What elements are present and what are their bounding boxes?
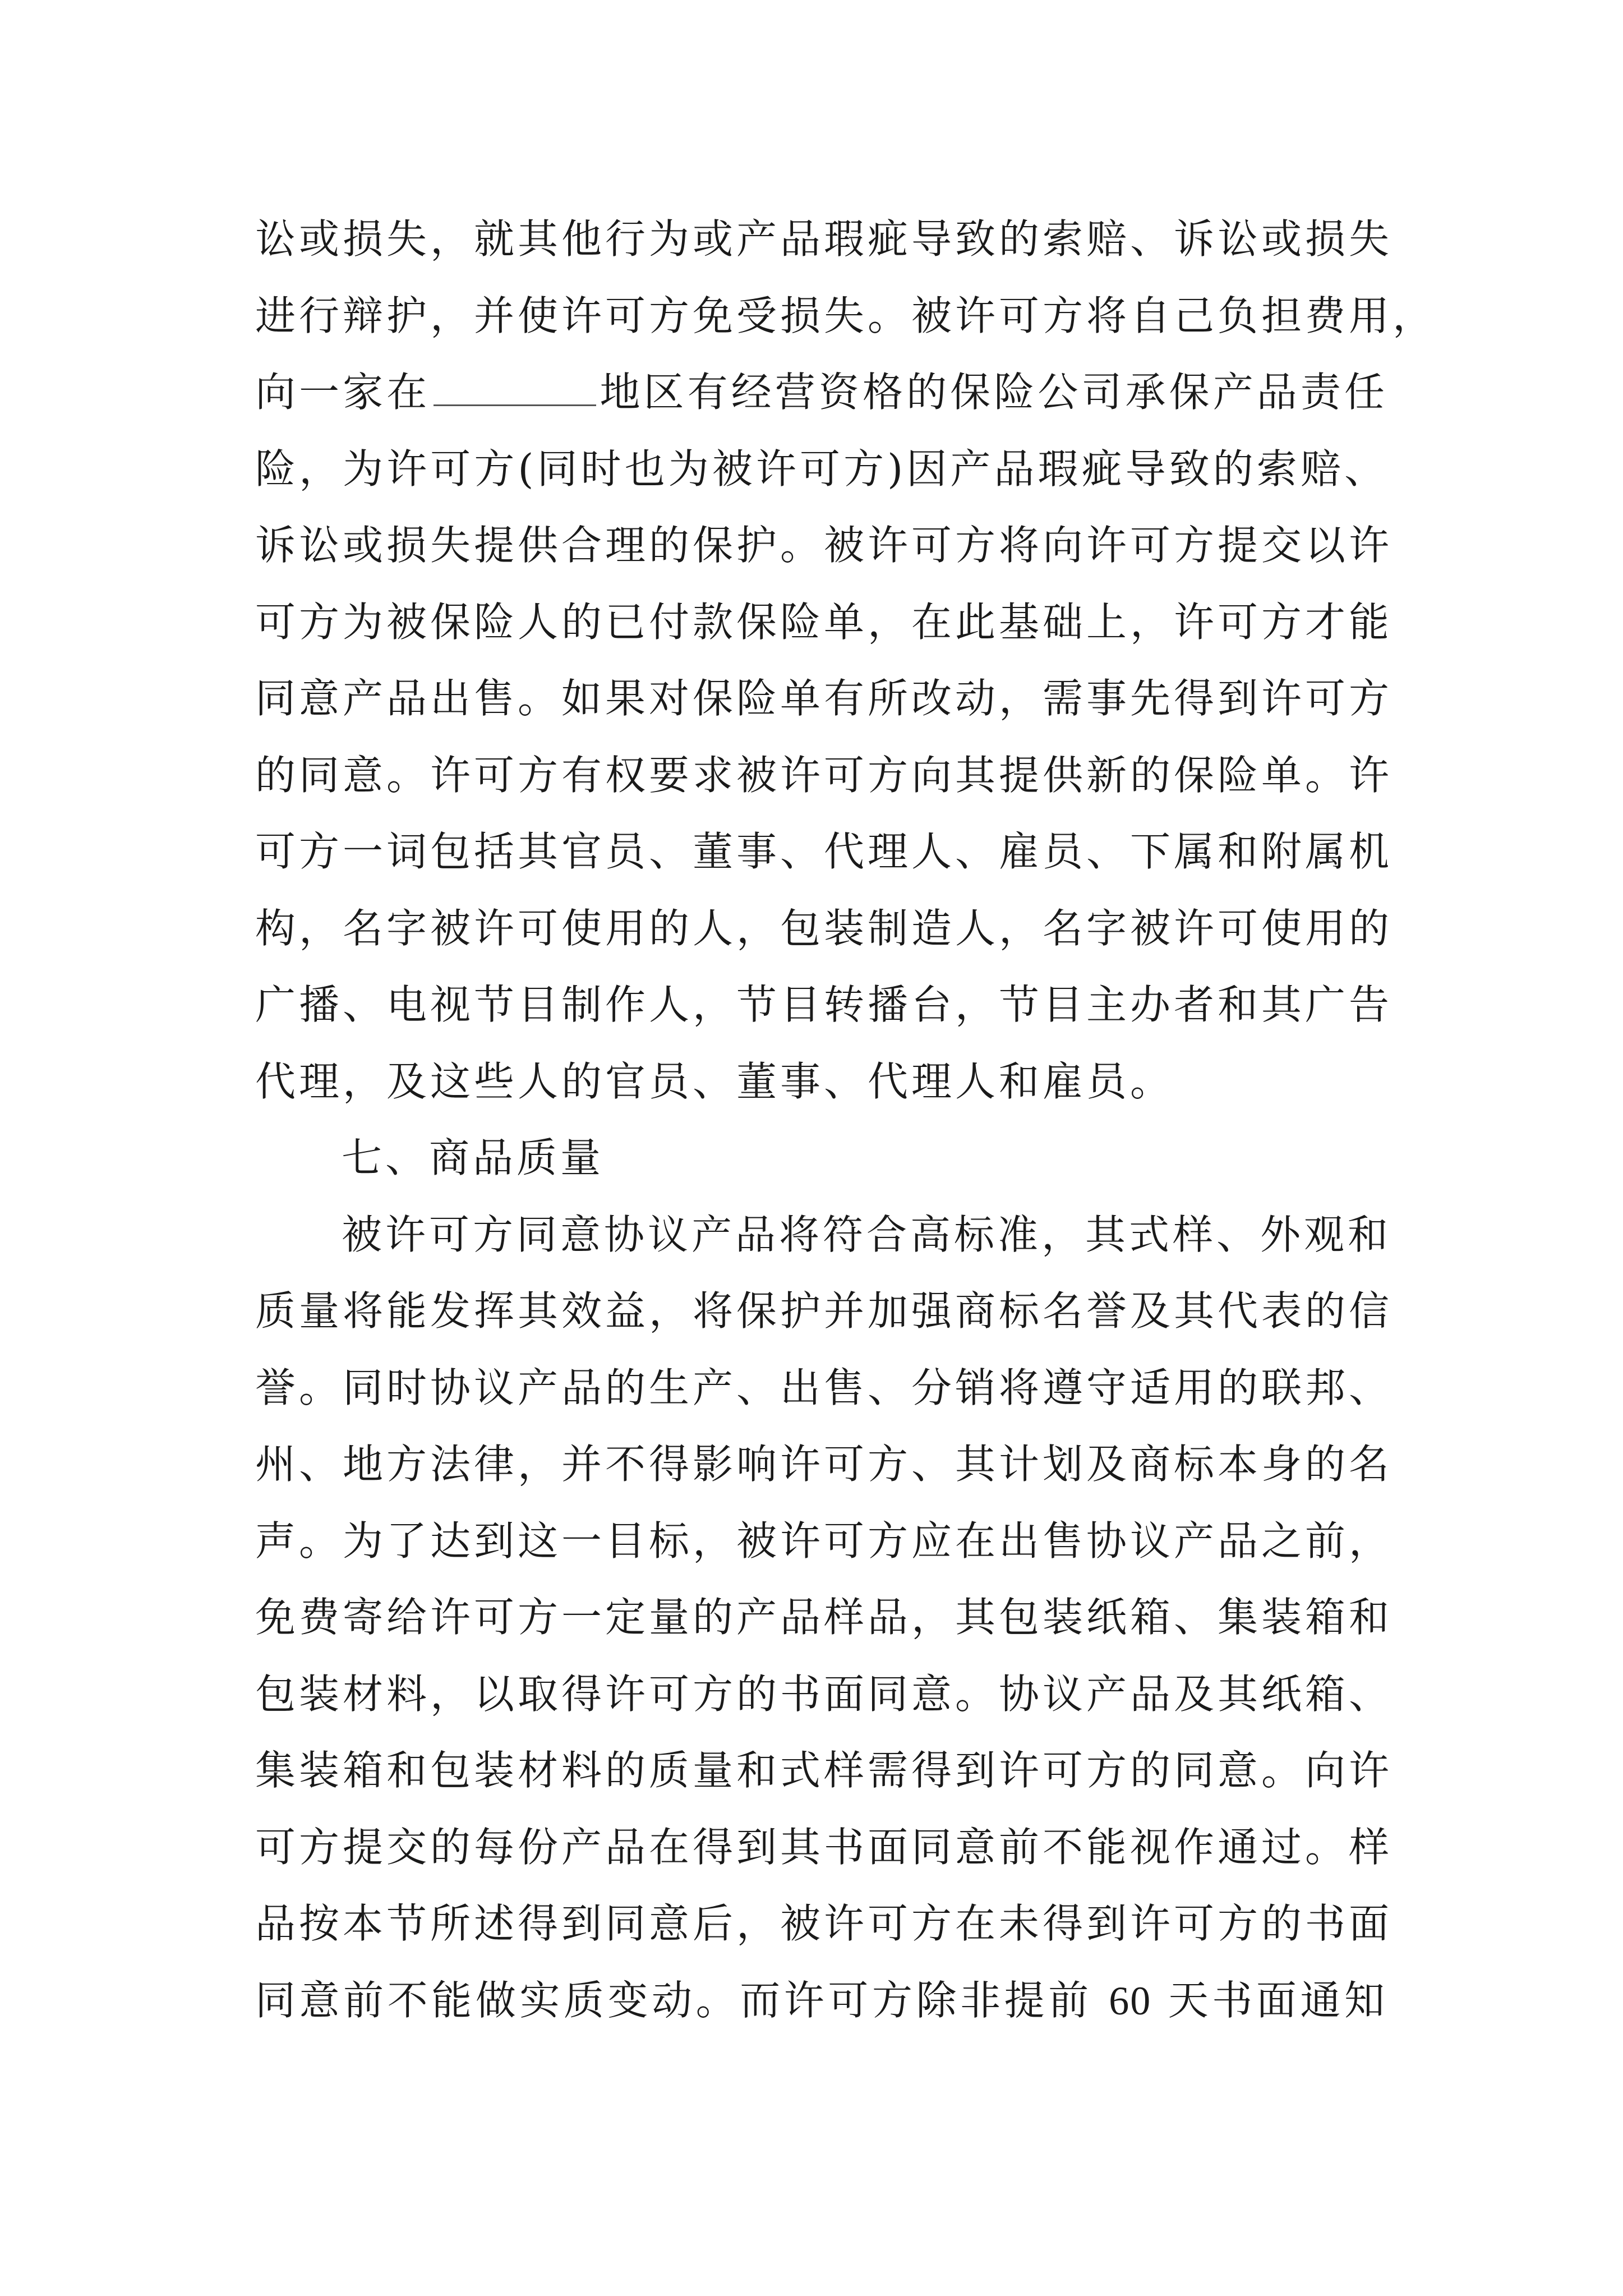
text-fragment: 向一家在: [255, 369, 431, 416]
text-line: 集装箱和包装材料的质量和式样需得到许可方的同意。向许: [255, 1747, 1393, 1794]
text-fragment: 同意前不能做实质变动。而许可方除非提前: [255, 1976, 1092, 2024]
day-count: 60: [1109, 1978, 1152, 2023]
text-line: 同意产品出售。如果对保险单有所改动，需事先得到许可方: [255, 675, 1393, 722]
text-fragment: 地区有经营资格的保险公司承保产品责任: [600, 369, 1388, 416]
text-line: 广播、电视节目制作人，节目转播台，节目主办者和其广告: [255, 981, 1393, 1028]
text-line: 代理，及这些人的官员、董事、代理人和雇员。: [255, 1057, 1174, 1105]
text-line-with-blank: [255, 354, 1388, 431]
text-line: 可方为被保险人的已付款保险单，在此基础上，许可方才能: [255, 598, 1393, 646]
text-line: 誉。同时协议产品的生产、出售、分销将遵守适用的联邦、: [255, 1364, 1393, 1411]
text-line: 可方提交的每份产品在得到其书面同意前不能视作通过。样: [255, 1823, 1393, 1871]
text-fragment: 天书面通知: [1168, 1976, 1389, 2024]
text-line: 险，为许可方(同时也为被许可方)因产品瑕疵导致的索赔、: [255, 445, 1388, 493]
text-line: 讼或损失，就其他行为或产品瑕疵导致的索赔、诉讼或损失: [255, 215, 1393, 263]
text-line: 质量将能发挥其效益，将保护并加强商标名誉及其代表的信: [255, 1287, 1393, 1335]
text-line: 进行辩护，并使许可方免受损失。被许可方将自己负担费用，: [255, 292, 1437, 339]
text-line: 声。为了达到这一目标，被许可方应在出售协议产品之前，: [255, 1517, 1393, 1565]
fill-in-blank: [434, 402, 596, 406]
text-line: 的同意。许可方有权要求被许可方向其提供新的保险单。许: [255, 751, 1393, 799]
text-line: 构，名字被许可使用的人，包装制造人，名字被许可使用的: [255, 904, 1393, 952]
text-line: 品按本节所述得到同意后，被许可方在未得到许可方的书面: [255, 1900, 1393, 1947]
text-line-with-number: [255, 1962, 1388, 2039]
text-line: 包装材料，以取得许可方的书面同意。协议产品及其纸箱、: [255, 1670, 1393, 1718]
text-line: 可方一词包括其官员、董事、代理人、雇员、下属和附属机: [255, 828, 1393, 875]
section-heading: 七、商品质量: [342, 1134, 605, 1181]
text-line: 免费寄给许可方一定量的产品样品，其包装纸箱、集装箱和: [255, 1594, 1393, 1641]
document-body: [255, 201, 1437, 2039]
text-line: 诉讼或损失提供合理的保护。被许可方将向许可方提交以许: [255, 522, 1393, 569]
text-line: 被许可方同意协议产品将符合高标准，其式样、外观和: [342, 1211, 1392, 1258]
text-line: 州、地方法律，并不得影响许可方、其计划及商标本身的名: [255, 1441, 1393, 1488]
